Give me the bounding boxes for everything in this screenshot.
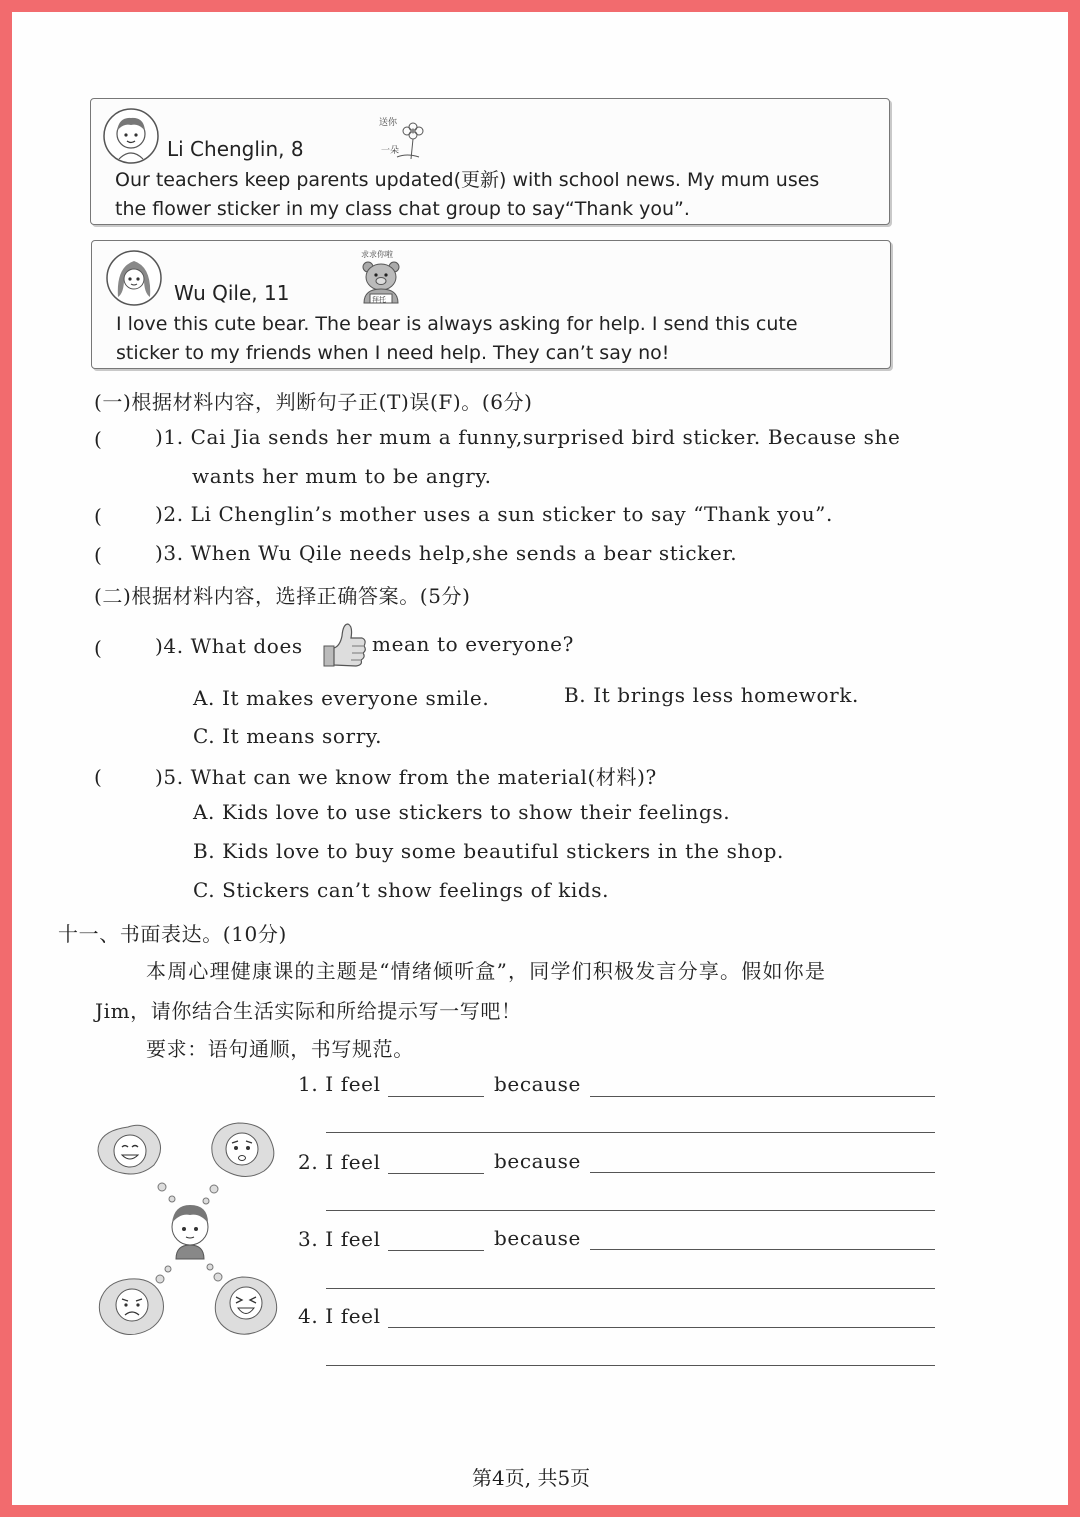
card-text-line: sticker to my friends when I need help. They can’t say no! bbox=[116, 342, 670, 364]
writing-requirements: 要求：语句通顺，书写规范。 bbox=[146, 1037, 414, 1061]
feeling-blank-3[interactable] bbox=[388, 1250, 484, 1251]
writing-item-1: 1. I feel bbox=[298, 1072, 381, 1096]
worksheet-page bbox=[12, 12, 1068, 1505]
question-1: )1. Cai Jia sends her mum a funny,surprised bird sticker. Because she bbox=[155, 425, 901, 449]
question-1-continued: wants her mum to be angry. bbox=[192, 464, 492, 488]
because-label-2: because bbox=[494, 1149, 581, 1173]
writing-item-3: 3. I feel bbox=[298, 1227, 381, 1251]
question-3: )3. When Wu Qile needs help,she sends a bear sticker. bbox=[155, 541, 738, 565]
q4-option-a: A. It makes everyone smile. bbox=[193, 686, 490, 710]
answer-paren-q5[interactable]: ( bbox=[94, 765, 102, 789]
continuation-blank-2[interactable] bbox=[326, 1210, 935, 1211]
flower-sticker-icon bbox=[377, 113, 429, 165]
question-5: )5. What can we know from the material(材料)? bbox=[155, 765, 657, 789]
question-2: )2. Li Chenglin’s mother uses a sun sticker to say “Thank you”. bbox=[155, 502, 833, 526]
writing-heading: 十一、书面表达。(10分) bbox=[58, 922, 287, 946]
card-name: Wu Qile, 11 bbox=[174, 281, 290, 305]
bear-sticker-icon bbox=[356, 247, 406, 305]
part-two-heading: (二)根据材料内容，选择正确答案。(5分) bbox=[94, 584, 471, 608]
reason-blank-2[interactable] bbox=[590, 1172, 935, 1173]
because-label-1: because bbox=[494, 1072, 581, 1096]
svg-text:求求你啦: 求求你啦 bbox=[361, 250, 393, 259]
reason-blank-3[interactable] bbox=[590, 1249, 935, 1250]
answer-paren-q2[interactable]: ( bbox=[94, 504, 102, 528]
continuation-blank-3[interactable] bbox=[326, 1288, 935, 1289]
answer-paren-q1[interactable]: ( bbox=[94, 427, 102, 451]
continuation-blank-1[interactable] bbox=[326, 1132, 935, 1133]
writing-prompt-line-2: Jim，请你结合生活实际和所给提示写一写吧！ bbox=[95, 999, 522, 1023]
feeling-blank-1[interactable] bbox=[388, 1096, 484, 1097]
svg-text:拜托: 拜托 bbox=[372, 296, 386, 304]
boy-thinking-icon bbox=[172, 1205, 208, 1259]
girl-avatar-icon bbox=[104, 249, 164, 307]
worried-face-icon bbox=[212, 1123, 274, 1177]
answer-paren-q3[interactable]: ( bbox=[94, 543, 102, 567]
q4-option-c: C. It means sorry. bbox=[193, 724, 383, 748]
continuation-blank-4[interactable] bbox=[326, 1365, 935, 1366]
laughing-face-icon bbox=[215, 1277, 276, 1334]
svg-text:一朵: 一朵 bbox=[381, 146, 400, 156]
card-name: Li Chenglin, 8 bbox=[167, 137, 304, 161]
page-number: 第4页, 共5页 bbox=[472, 1466, 591, 1490]
because-label-3: because bbox=[494, 1226, 581, 1250]
q4-option-b: B. It brings less homework. bbox=[564, 683, 860, 707]
card-text-line: I love this cute bear. The bear is always asking for help. I send this cute bbox=[116, 313, 798, 335]
thumbs-up-icon bbox=[318, 618, 368, 670]
q5-option-b: B. Kids love to buy some beautiful stickers in the shop. bbox=[193, 839, 784, 863]
question-4-start: )4. What does bbox=[155, 634, 303, 658]
svg-text:送你: 送你 bbox=[379, 118, 398, 128]
card-text-line: Our teachers keep parents updated(更新) with school news. My mum uses bbox=[115, 169, 820, 191]
q5-option-c: C. Stickers can’t show feelings of kids. bbox=[193, 878, 610, 902]
happy-face-icon bbox=[98, 1125, 161, 1174]
part-one-heading: (一)根据材料内容，判断句子正(T)误(F)。(6分) bbox=[94, 390, 533, 414]
profile-card-wu-qile bbox=[91, 240, 891, 369]
writing-item-4: 4. I feel bbox=[298, 1304, 381, 1328]
feeling-blank-4[interactable] bbox=[388, 1327, 935, 1328]
emotions-illustration bbox=[92, 1117, 282, 1347]
answer-paren-q4[interactable]: ( bbox=[94, 636, 102, 660]
card-text-line: the flower sticker in my class chat group to say“Thank you”. bbox=[115, 198, 690, 220]
q5-option-a: A. Kids love to use stickers to show their feelings. bbox=[193, 800, 731, 824]
reason-blank-1[interactable] bbox=[590, 1096, 935, 1097]
writing-prompt-line-1: 本周心理健康课的主题是“情绪倾听盒”，同学们积极发言分享。假如你是 bbox=[146, 959, 827, 983]
question-4-end: mean to everyone? bbox=[372, 632, 574, 656]
sad-face-icon bbox=[99, 1279, 163, 1335]
feeling-blank-2[interactable] bbox=[388, 1173, 484, 1174]
profile-card-li-chenglin bbox=[90, 98, 890, 225]
writing-item-2: 2. I feel bbox=[298, 1150, 381, 1174]
boy-avatar-icon bbox=[101, 107, 161, 165]
